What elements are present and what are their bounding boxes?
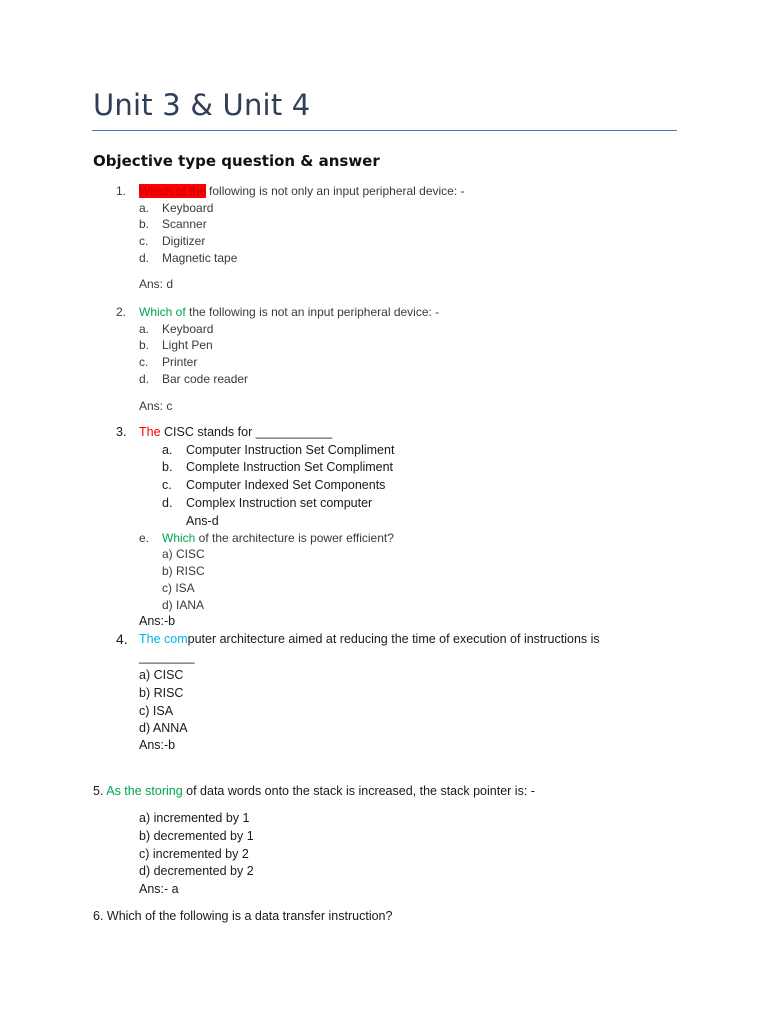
q1-option-letter: a. xyxy=(139,201,150,215)
q2-option-letter: c. xyxy=(139,355,149,369)
q3-lead: The xyxy=(139,425,161,439)
section-heading: Objective type question & answer xyxy=(93,152,380,170)
q4-lead: The com xyxy=(139,632,188,646)
q3e-option: b) RISC xyxy=(162,564,205,578)
q3-rest: CISC stands for ___________ xyxy=(160,425,333,439)
q2-rest: the following is not an input peripheral device: - xyxy=(185,305,440,319)
q5-lead: As the storing xyxy=(106,784,183,798)
q5-option: a) incremented by 1 xyxy=(139,811,250,825)
q5-answer: Ans:- a xyxy=(139,882,179,896)
q3e-rest: of the architecture is power efficient? xyxy=(195,531,394,545)
q3-answer: Ans-d xyxy=(186,514,219,528)
q2-option-letter: d. xyxy=(139,372,150,386)
q1-option-letter: c. xyxy=(139,234,149,248)
q3e-lead: Which xyxy=(162,531,196,545)
q3-stem xyxy=(139,425,332,439)
title-underline xyxy=(92,130,677,131)
q4-option: a) CISC xyxy=(139,668,184,682)
q4-option: b) RISC xyxy=(139,686,184,700)
q1-option-text: Scanner xyxy=(162,217,207,231)
q3e-option: d) IANA xyxy=(162,598,205,612)
q4-rest: puter architecture aimed at reducing the time of execution of instructions is xyxy=(187,632,600,646)
q2-option-text: Printer xyxy=(162,355,198,369)
q5-stem xyxy=(93,784,535,798)
q3-option-text: Complex Instruction set computer xyxy=(186,496,373,510)
q3-option-letter: c. xyxy=(162,478,172,492)
q1-option-text: Magnetic tape xyxy=(162,251,238,265)
q2-number: 2. xyxy=(116,305,127,319)
q5-option: c) incremented by 2 xyxy=(139,847,249,861)
q3-number: 3. xyxy=(116,425,127,439)
q1-option-letter: b. xyxy=(139,217,150,231)
q1-rest: following is not only an input peripheral device: - xyxy=(205,184,465,198)
q5-number: 5. xyxy=(93,784,104,798)
q4-option: c) ISA xyxy=(139,704,174,718)
page-title: Unit 3 & Unit 4 xyxy=(93,88,311,122)
q4-number: 4. xyxy=(116,631,128,647)
q4-option: d) ANNA xyxy=(139,721,188,735)
q5-rest: of data words onto the stack is increased, the stack pointer is: - xyxy=(182,784,535,798)
q1-answer: Ans: d xyxy=(139,277,174,291)
q3-option-letter: b. xyxy=(162,460,173,474)
q3e-answer: Ans:-b xyxy=(139,614,176,628)
q3e-stem xyxy=(162,531,394,545)
q1-number: 1. xyxy=(116,184,127,198)
q1-option-letter: d. xyxy=(139,251,150,265)
q1-lead: Which of the xyxy=(139,184,206,198)
q2-option-text: Keyboard xyxy=(162,322,214,336)
q3-option-text: Complete Instruction Set Compliment xyxy=(186,460,394,474)
q1-option-text: Keyboard xyxy=(162,201,214,215)
q3-option-text: Computer Instruction Set Compliment xyxy=(186,443,395,457)
q5-option: b) decremented by 1 xyxy=(139,829,254,843)
q4-stem xyxy=(139,632,600,646)
q6-stem: 6. Which of the following is a data transfer instruction? xyxy=(93,909,393,923)
q5-option: d) decremented by 2 xyxy=(139,864,254,878)
q2-option-letter: b. xyxy=(139,338,150,352)
q4-blank: ________ xyxy=(139,650,195,664)
q2-option-text: Bar code reader xyxy=(162,372,249,386)
q3-option-letter: d. xyxy=(162,496,173,510)
q2-stem xyxy=(139,305,439,319)
q1-stem xyxy=(139,184,465,198)
q3e-letter: e. xyxy=(139,531,150,545)
q3-option-text: Computer Indexed Set Components xyxy=(186,478,386,492)
q3-option-letter: a. xyxy=(162,443,173,457)
q2-lead: Which of xyxy=(139,305,186,319)
q1-option-text: Digitizer xyxy=(162,234,206,248)
q4-answer: Ans:-b xyxy=(139,738,176,752)
q2-option-letter: a. xyxy=(139,322,150,336)
q2-answer: Ans: c xyxy=(139,399,173,413)
q2-option-text: Light Pen xyxy=(162,338,213,352)
q3e-option: c) ISA xyxy=(162,581,195,595)
q3e-option: a) CISC xyxy=(162,547,205,561)
